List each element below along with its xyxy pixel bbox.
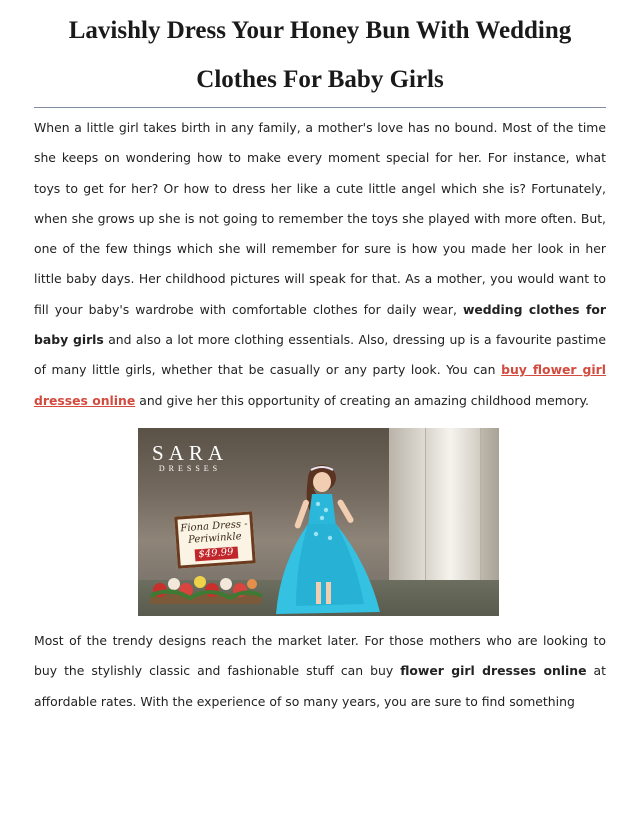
brand-logo-subtitle: DRESSES	[158, 463, 222, 473]
title-line-2: Clothes For Baby Girls	[196, 66, 444, 93]
bold-keyword-wedding-clothes: wedding clothes for baby girls	[34, 301, 606, 348]
brand-logo-name: SARA	[152, 440, 229, 465]
second-paragraph	[34, 626, 606, 717]
paragraph-text: and give her this opportunity of creating an amazing childhood memory.	[135, 392, 589, 408]
girl-in-dress-illustration	[256, 464, 384, 614]
price-tag	[174, 511, 255, 568]
paragraph-text: at affordable rates. With the experience of so many years, you are sure to find something	[34, 663, 606, 709]
brand-logo	[152, 442, 228, 474]
paragraph-text: When a little girl takes birth in any family, a mother's love has no bound. Most of the time she keeps on wondering how to make every moment special for her. For instance, what toys to get for her? Or how to dress her like a cute little angel which she is? Fortunately, when she grows up she is not going to remember the toys she played with more often. But, one of the few things which she will remember for sure is how you made her look in her little baby days. Her childhood pictures will speak for that. As a mother, you would want to fill your baby's wardrobe with comfortable clothes for daily wear,	[34, 120, 606, 317]
flower-arrangement-illustration	[150, 564, 262, 610]
title-line-1: Lavishly Dress Your Honey Bun With Wedding	[68, 17, 572, 44]
intro-paragraph	[34, 113, 606, 416]
tag-product-color: Periwinkle	[187, 531, 242, 546]
title-divider	[34, 107, 606, 108]
tag-price: $49.99	[194, 546, 238, 561]
tag-product-name: Fiona Dress -	[180, 518, 249, 535]
document-page	[34, 0, 606, 717]
page-title	[34, 0, 606, 104]
paragraph-text: and also a lot more clothing essentials. Also, dressing up is a favourite pastime of many little girls, whether that be casually or any party look. You can	[34, 332, 606, 378]
product-photo	[138, 428, 499, 616]
bold-keyword-flower-girl-dresses: flower girl dresses online	[400, 663, 587, 679]
link-buy-flower-girl-dresses[interactable]: buy flower girl dresses online	[34, 362, 606, 408]
paragraph-text: Most of the trendy designs reach the market later. For those mothers who are looking to buy the stylishly classic and fashionable stuff can buy	[34, 632, 606, 679]
